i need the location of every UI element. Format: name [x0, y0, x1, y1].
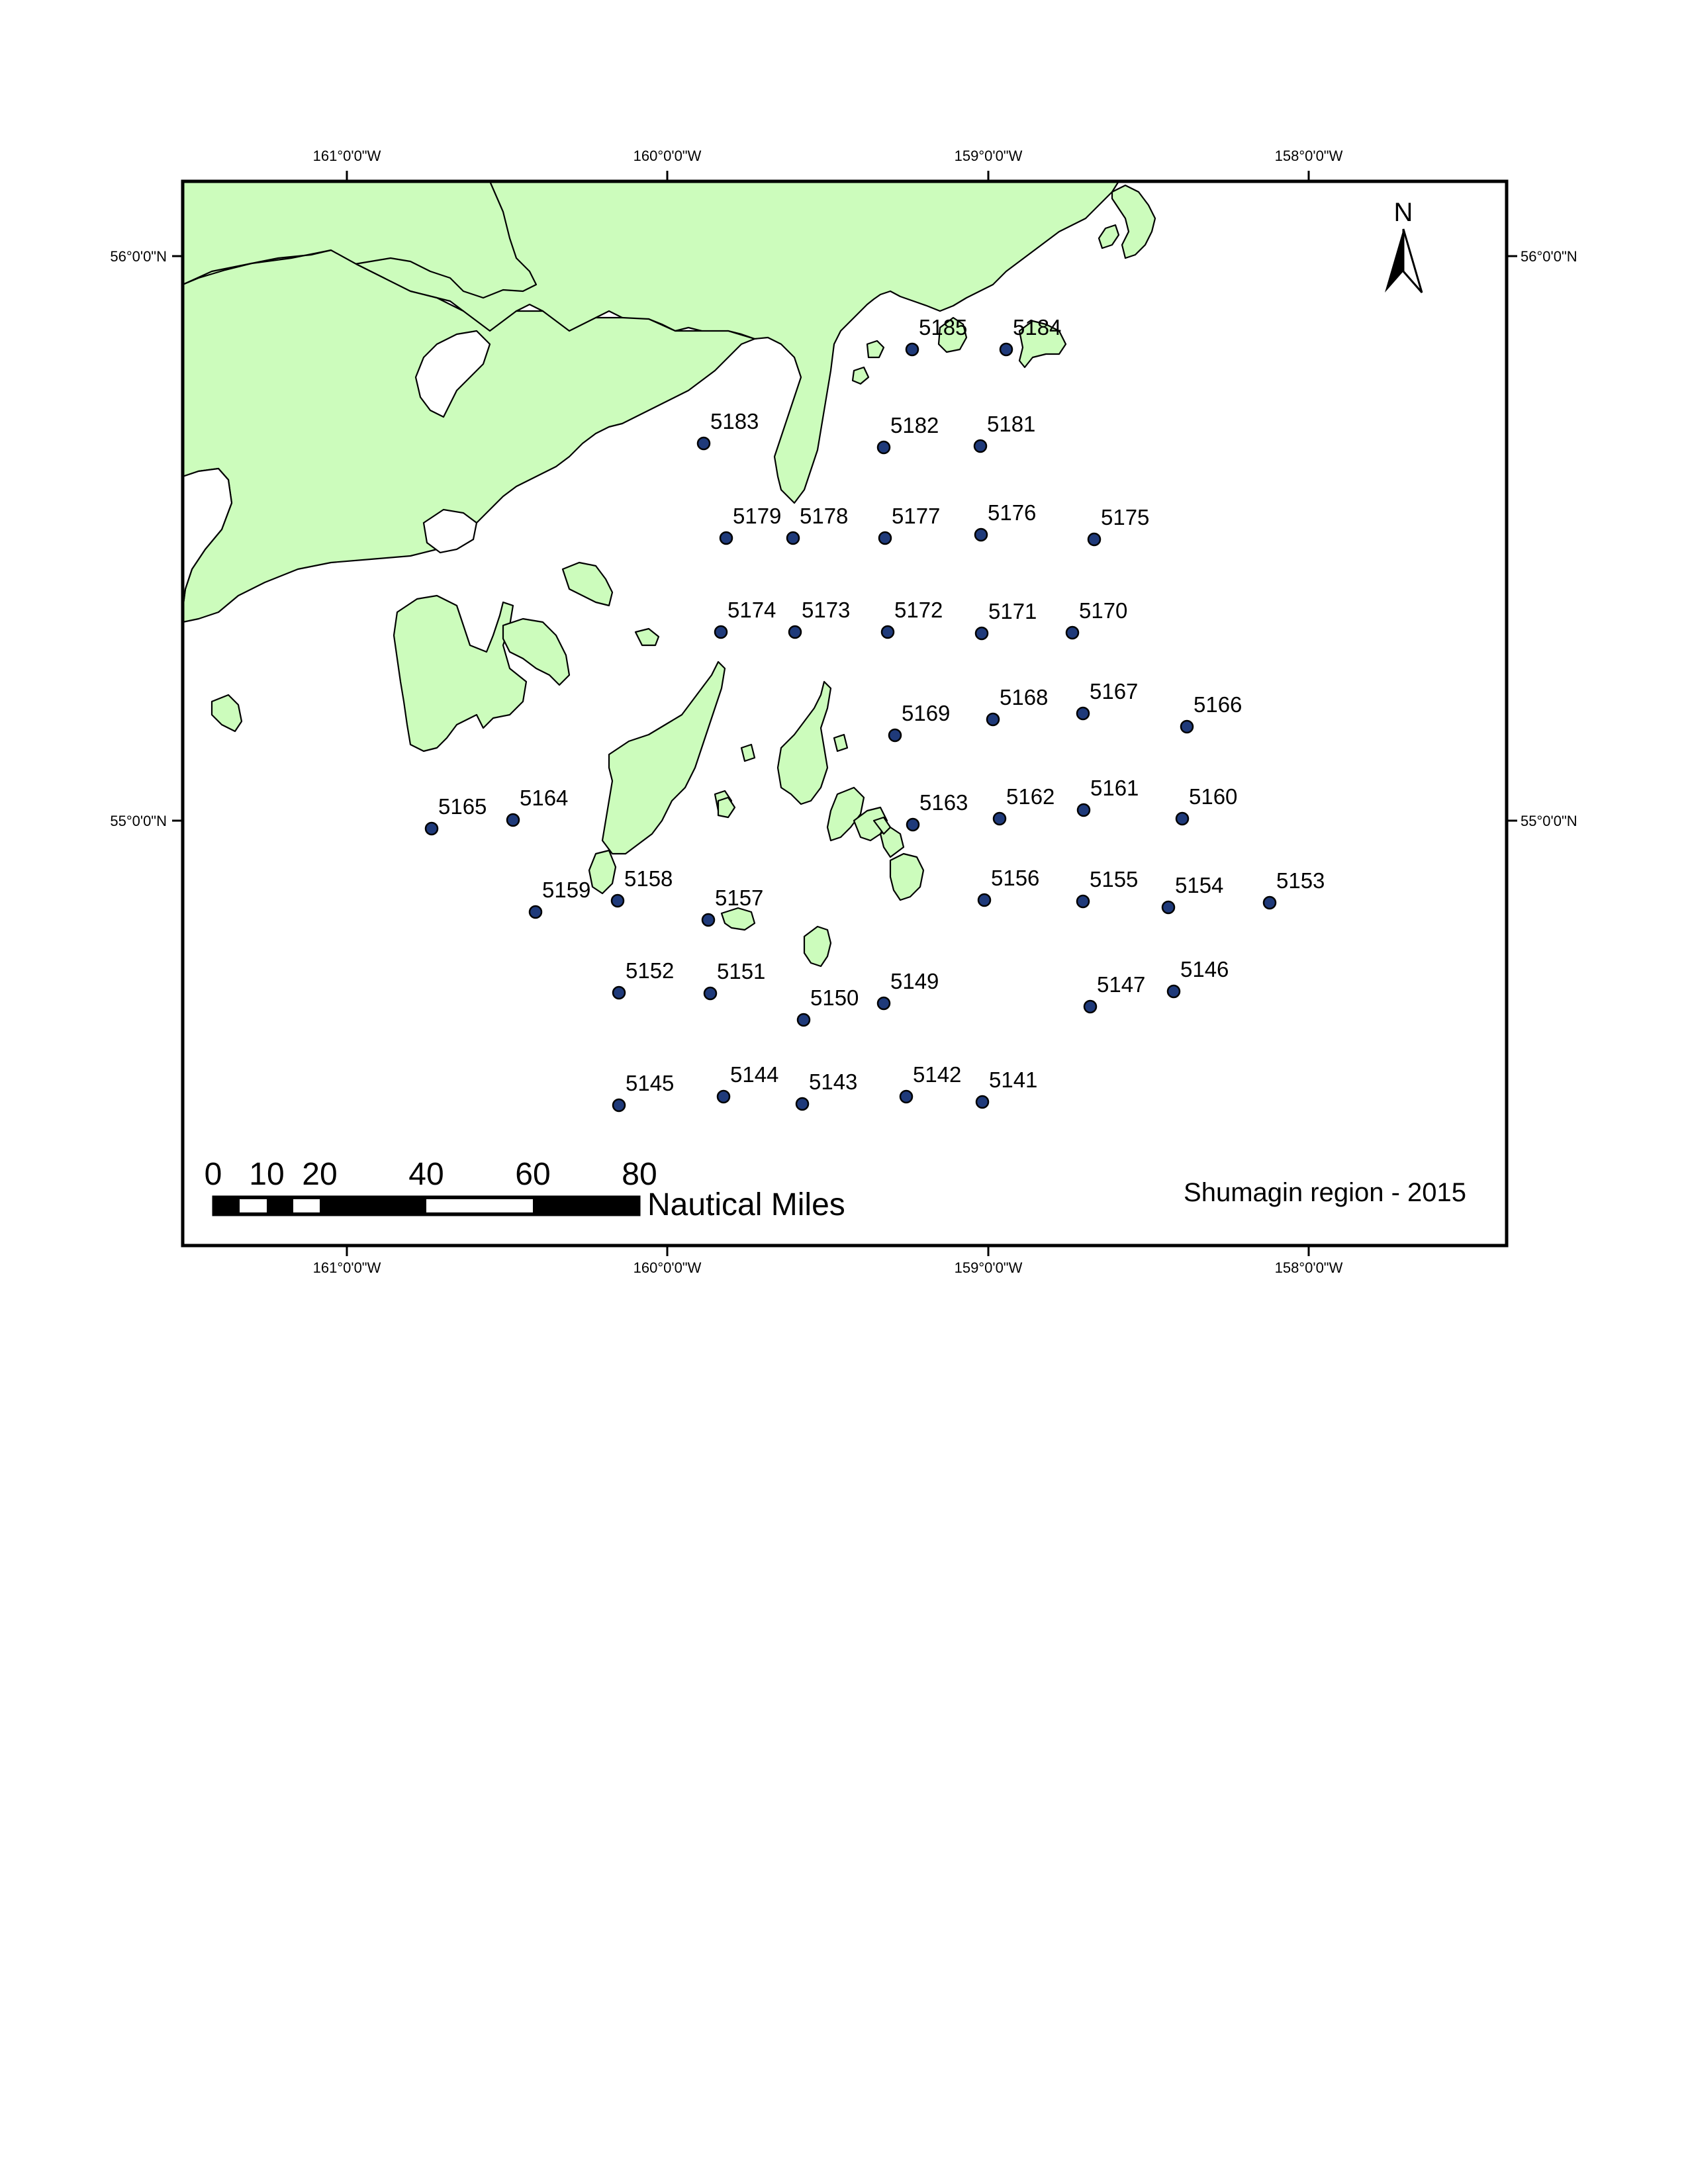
- station-label: 5147: [1097, 972, 1146, 997]
- station-label: 5166: [1194, 692, 1243, 717]
- top-lon-label-4: 158°0'0"W: [1274, 148, 1343, 164]
- station-label: 5177: [892, 504, 941, 528]
- station-marker-icon: [1066, 627, 1078, 639]
- station-label: 5146: [1180, 957, 1229, 981]
- top-lon-label-2: 160°0'0"W: [633, 148, 702, 164]
- station-marker-icon: [798, 1014, 810, 1026]
- left-lat-label-2: 55°0'0"N: [110, 813, 167, 829]
- station-marker-icon: [889, 729, 901, 741]
- station-label: 5178: [800, 504, 849, 528]
- scale-tick-0: 0: [204, 1157, 222, 1192]
- station-label: 5144: [730, 1062, 779, 1087]
- station-label: 5161: [1090, 776, 1139, 800]
- station-label: 5175: [1101, 505, 1150, 529]
- top-lon-label-3: 159°0'0"W: [954, 148, 1023, 164]
- station-label: 5171: [988, 599, 1037, 623]
- scale-unit-label: Nautical Miles: [647, 1187, 845, 1222]
- station-label: 5160: [1189, 784, 1238, 809]
- station-label: 5173: [802, 598, 851, 622]
- station-marker-icon: [1000, 343, 1012, 355]
- scale-tick-40: 40: [408, 1157, 444, 1192]
- station-marker-icon: [720, 532, 732, 544]
- station-label: 5158: [624, 866, 673, 891]
- station-label: 5150: [810, 985, 859, 1010]
- station-marker-icon: [1077, 895, 1089, 907]
- station-label: 5168: [1000, 685, 1049, 709]
- station-marker-icon: [978, 894, 990, 906]
- station-marker-icon: [507, 814, 519, 826]
- station-label: 5159: [542, 878, 591, 902]
- station-marker-icon: [718, 1091, 729, 1103]
- station-marker-icon: [715, 626, 727, 638]
- station-marker-icon: [906, 343, 918, 355]
- station-marker-icon: [974, 440, 986, 452]
- station-label: 5167: [1090, 679, 1139, 704]
- station-marker-icon: [1181, 721, 1193, 733]
- station-label: 5151: [717, 959, 766, 983]
- station-label: 5172: [894, 598, 943, 622]
- station-label: 5156: [991, 866, 1040, 890]
- station-label: 5164: [520, 786, 569, 810]
- station-label: 5149: [890, 969, 939, 993]
- station-marker-icon: [882, 626, 894, 638]
- station-marker-icon: [612, 895, 624, 907]
- station-label: 5165: [438, 794, 487, 819]
- map-title: Shumagin region - 2015: [1184, 1178, 1466, 1207]
- station-marker-icon: [878, 441, 890, 453]
- station-marker-icon: [987, 713, 999, 725]
- station-label: 5155: [1090, 867, 1139, 891]
- station-label: 5163: [919, 790, 968, 815]
- station-marker-icon: [530, 906, 541, 918]
- station-marker-icon: [1088, 533, 1100, 545]
- bottom-lon-label-4: 158°0'0"W: [1274, 1259, 1343, 1276]
- bottom-lon-label-2: 160°0'0"W: [633, 1259, 702, 1276]
- station-marker-icon: [907, 819, 919, 831]
- bottom-lon-label-1: 161°0'0"W: [312, 1259, 381, 1276]
- island-small-3: [741, 745, 755, 761]
- station-marker-icon: [613, 987, 625, 999]
- station-marker-icon: [789, 626, 801, 638]
- station-label: 5179: [733, 504, 782, 528]
- station-marker-icon: [975, 529, 987, 541]
- station-label: 5141: [989, 1068, 1038, 1092]
- station-marker-icon: [976, 1096, 988, 1108]
- north-arrow-label: N: [1393, 198, 1413, 227]
- scale-tick-60: 60: [515, 1157, 551, 1192]
- station-label: 5143: [809, 1069, 858, 1094]
- station-marker-icon: [702, 914, 714, 926]
- station-marker-icon: [698, 437, 710, 449]
- station-label: 5153: [1276, 868, 1325, 893]
- station-marker-icon: [1084, 1001, 1096, 1013]
- station-label: 5142: [913, 1062, 962, 1087]
- station-marker-icon: [426, 823, 438, 835]
- right-lat-label-1: 56°0'0"N: [1521, 248, 1577, 265]
- scale-tick-10: 10: [249, 1157, 285, 1192]
- station-marker-icon: [787, 532, 799, 544]
- scale-tick-20: 20: [302, 1157, 338, 1192]
- station-label: 5176: [988, 500, 1037, 525]
- station-marker-icon: [796, 1098, 808, 1110]
- station-label: 5152: [626, 958, 675, 983]
- station-label: 5162: [1006, 784, 1055, 809]
- station-marker-icon: [1168, 985, 1180, 997]
- station-marker-icon: [878, 997, 890, 1009]
- station-label: 5145: [626, 1071, 675, 1095]
- station-marker-icon: [1264, 897, 1276, 909]
- station-label: 5184: [1013, 315, 1062, 340]
- island-small-4: [834, 735, 847, 751]
- top-lon-label-1: 161°0'0"W: [312, 148, 381, 164]
- station-marker-icon: [900, 1091, 912, 1103]
- scale-tick-80: 80: [622, 1157, 657, 1192]
- station-label: 5182: [890, 413, 939, 437]
- station-label: 5169: [902, 701, 951, 725]
- station-label: 5154: [1175, 873, 1224, 897]
- bottom-lon-label-3: 159°0'0"W: [954, 1259, 1023, 1276]
- left-lat-label-1: 56°0'0"N: [110, 248, 167, 265]
- station-label: 5181: [987, 412, 1036, 436]
- station-marker-icon: [613, 1099, 625, 1111]
- station-label: 5157: [715, 886, 764, 910]
- right-lat-label-2: 55°0'0"N: [1521, 813, 1577, 829]
- station-label: 5183: [710, 409, 759, 433]
- station-marker-icon: [1078, 804, 1090, 816]
- station-label: 5170: [1079, 598, 1128, 623]
- station-marker-icon: [1077, 707, 1089, 719]
- station-label: 5185: [919, 315, 968, 340]
- station-label: 5174: [727, 598, 776, 622]
- station-marker-icon: [1176, 813, 1188, 825]
- station-marker-icon: [704, 987, 716, 999]
- station-marker-icon: [1162, 901, 1174, 913]
- station-marker-icon: [976, 627, 988, 639]
- station-marker-icon: [879, 532, 891, 544]
- station-marker-icon: [994, 813, 1006, 825]
